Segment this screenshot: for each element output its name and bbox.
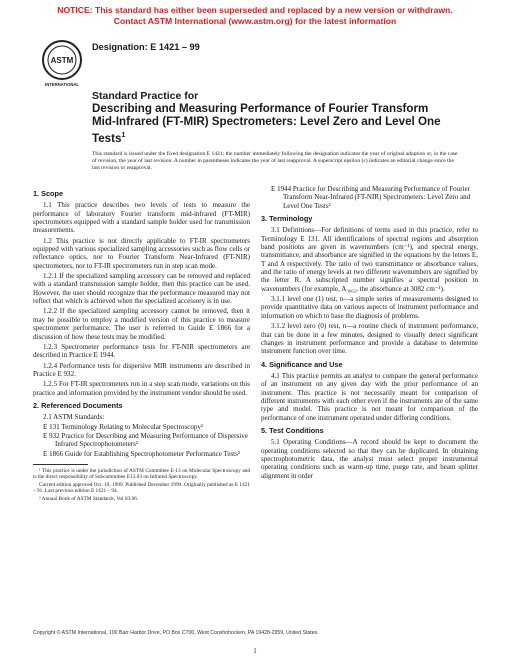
- right-column: [261, 185, 478, 482]
- issued-note: This standard is issued under the fixed designation E 1421; the number immediately following the designation indicates the year of original adoption or, in the case of revision, the year of last revision. A number in parentheses indicates the year of last reapproval. A superscript epsilon (ε) indicates an editorial change since the last revision or reapproval.: [92, 151, 458, 171]
- referenced-documents-heading: 2. Referenced Documents: [33, 400, 123, 410]
- title-block: [92, 90, 452, 145]
- para-5-1: 5.1 Operating Conditions—A record should be kept to document the operating conditions selected so that they can be duplicated. In obtaining spectrophotometric data, the analyst must select proper instrumental operating conditions such as warm-up time, purge rate, and beam splitter alignment in order: [261, 438, 478, 480]
- reference-item: E 131 Terminology Relating to Molecular Spectroscopy²: [43, 422, 204, 431]
- left-column: [33, 185, 250, 503]
- notice-line-2: Contact ASTM International (www.astm.org) for the latest information: [113, 15, 397, 26]
- reference-item: E 932 Practice for Describing and Measuring Performance of Dispersive Infrared Spectrophotometers²: [43, 431, 248, 449]
- document-title: [92, 102, 452, 145]
- para-1-2-4: 1.2.4 Performance tests for dispersive MIR instruments are described in Practice E 932.: [33, 361, 250, 378]
- reference-item: E 1866 Guide for Establishing Spectrophotometer Performance Tests²: [43, 449, 240, 458]
- page-number: 1: [253, 647, 257, 655]
- terminology-heading: 3. Terminology: [261, 214, 313, 224]
- para-3-1-2: 3.1.2 level zero (0) test, n—a routine check of instrument performance, that can be done in a few minutes, designed to visually detect significant changes in instrument performance and provide a database to determine instrument function over time.: [261, 322, 478, 356]
- notice-line-1: NOTICE: This standard has either been superseded and replaced by a new version or withdrawn.: [57, 5, 453, 15]
- withdrawal-notice: [0, 5, 510, 26]
- para-1-2-3: 1.2.3 Spectrometer performance tests for FT-NIR spectrometers are described in Practice E 1944.: [33, 342, 250, 360]
- standard-label: Standard Practice for: [92, 90, 199, 102]
- designation: Designation: E 1421 – 99: [92, 42, 200, 52]
- reference-item: E 1944 Practice for Describing and Measuring Performance of Fourier Transform Near-Infrared (FT-NIR) Spectrometers: Level Zero and Level One Tests²: [271, 185, 471, 210]
- footnote: Current edition approved Oct. 10, 1999. Published December 1999. Originally published as E 1421 – 91. Last previous edition E 1421 – 94.: [33, 481, 250, 495]
- title-text: Describing and Measuring Performance of Fourier Transform Mid-Infrared (FT-MIR) Spectrometers: Level Zero and Level One Tests: [92, 102, 441, 145]
- copyright-line: Copyright © ASTM International, 100 Barr Harbor Drive, PO Box C700, West Conshohocken, PA 19428-2959, United States.: [33, 630, 319, 636]
- footnote: ¹ This practice is under the jurisdiction of ASTM Committee E-13 on Molecular Spectroscopy and is the direct responsibility of Subcommittee E13.03 on Infrared Spectroscopy.: [33, 467, 250, 481]
- scope-heading: 1. Scope: [33, 189, 64, 198]
- para-4-1: 4.1 This practice permits an analyst to compare the general performance of an instrument on any given day with the prior performance of an instrument. This practice is not necessarily meant for comparison of different instruments with each other even if the instruments are of the same type and model. This practice is not meant for comparison of the performance of one instrument operated under differing conditions.: [261, 371, 478, 422]
- footnote: ² Annual Book of ASTM Standards, Vol 03.06.: [39, 495, 139, 502]
- para-1-2-5: 1.2.5 For FT-IR spectrometers run in a step scan mode, variations on this practice and information provided by the instrument vendor should be used.: [33, 380, 250, 397]
- astm-logo-icon: [38, 38, 86, 88]
- para-1-2-1: 1.2.1 If the specialized sampling accessory can be removed and replaced with a standard transmission sample holder, then this practice can be used. However, the user should recognize that the performance measured may not reflect that which is achieved when the specialized accessory is in use.: [33, 272, 250, 306]
- logo-subtext: INTERNATIONAL: [45, 82, 79, 87]
- para-3-1: 3.1 Definitions—For definitions of terms used in this practice, refer to Terminology E 131. All identifications of spectral regions and absorption band positions are given in wavenumbers (cm⁻¹), and spectral energy, transmittance, and absorbance are signified in the equations by the letters E, T and A respectively. The ratio of two transmittance or absorbance values, and the ratio of energy levels at two different wavenumbers are signified by the letter R. A subscripted number signifies a spectral position in wavenumbers (for example, A₃₀₆₂, the absorbance at 3082 cm⁻¹).: [261, 226, 478, 293]
- para-1-2: 1.2 This practice is not directly applicable to FT-IR spectrometers equipped with various specialized sampling accessories such as flow cells or reflectance optics, nor to Fourier Transform Near-Infrared (FT-NIR) spectrometers, nor to FT-IR spectrometers run in step scan mode.: [33, 236, 250, 270]
- para-1-2-2: 1.2.2 If the specialized sampling accessory cannot be removed, then it may be possible to employ a modified version of this practice to measure spectrometer performance. The user is referred to Guide E 1866 for a discussion of how these tests may be modified.: [33, 307, 250, 341]
- significance-heading: 4. Significance and Use: [261, 359, 343, 369]
- footnote-divider: [33, 464, 88, 465]
- test-conditions-heading: 5. Test Conditions: [261, 425, 324, 435]
- astm-standards-label: 2.1 ASTM Standards:: [43, 413, 105, 422]
- title-footnote-mark: 1: [121, 131, 126, 139]
- para-1-1: 1.1 This practice describes two levels of tests to measure the performance of laboratory Fourier transform mid-infrared (FT-MIR) spectrometers equipped with a standard sample holder used for transmission measurements.: [33, 201, 250, 235]
- logo-text: ASTM: [50, 56, 74, 65]
- para-3-1-1: 3.1.1 level one (1) test, n—a simple series of measurements designed to provide quantitative data on various aspects of instrument performance and information on which to base the diagnosis of problems.: [261, 295, 478, 320]
